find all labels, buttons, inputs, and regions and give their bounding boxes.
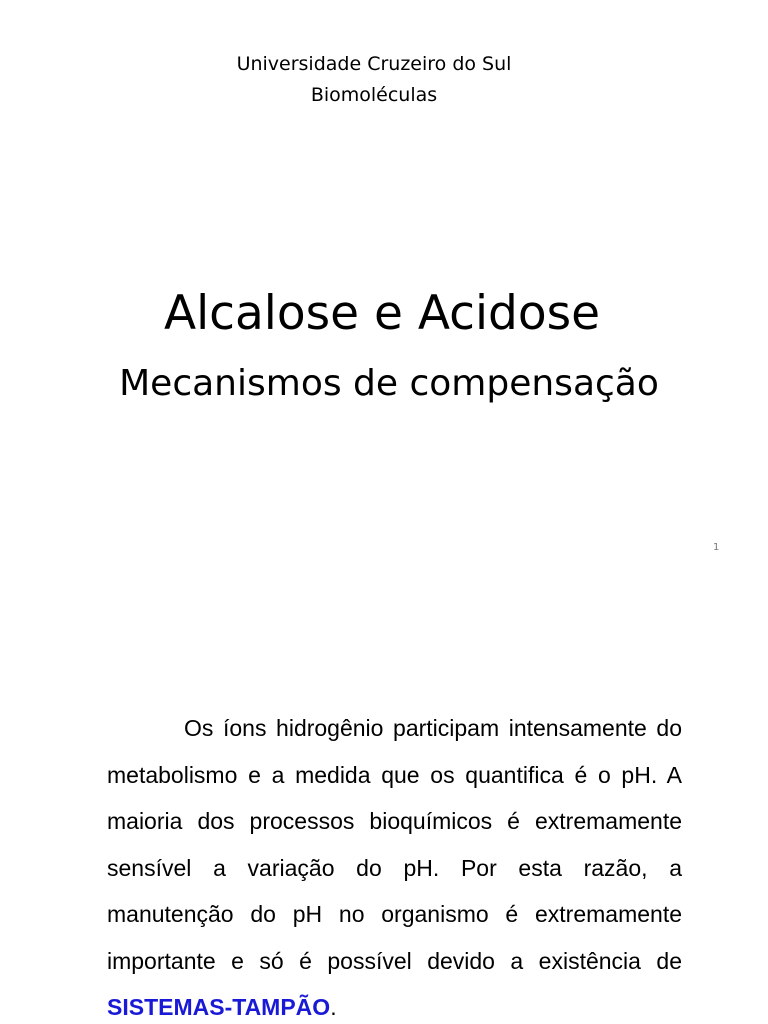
course-name: Biomoléculas	[310, 84, 438, 106]
body-paragraph	[107, 705, 682, 1024]
page-subtitle: Mecanismos de compensação	[119, 363, 659, 404]
paragraph-text: Os íons hidrogênio participam intensamente do metabolismo e a medida que os quantifica é o pH. A maioria dos processos bioquímicos é extremamente sensível a variação do pH. Por esta razão, a manutenção do pH no organismo é extremamente importante e só é possível devido a existência de	[107, 715, 682, 974]
paragraph-end: .	[330, 994, 337, 1020]
highlight-term: SISTEMAS-TAMPÃO	[107, 994, 331, 1020]
institution-name: Universidade Cruzeiro do Sul	[236, 53, 512, 75]
header	[0, 49, 748, 111]
page-title: Alcalose e Acidose	[163, 286, 601, 341]
page-number: 1	[713, 542, 720, 553]
